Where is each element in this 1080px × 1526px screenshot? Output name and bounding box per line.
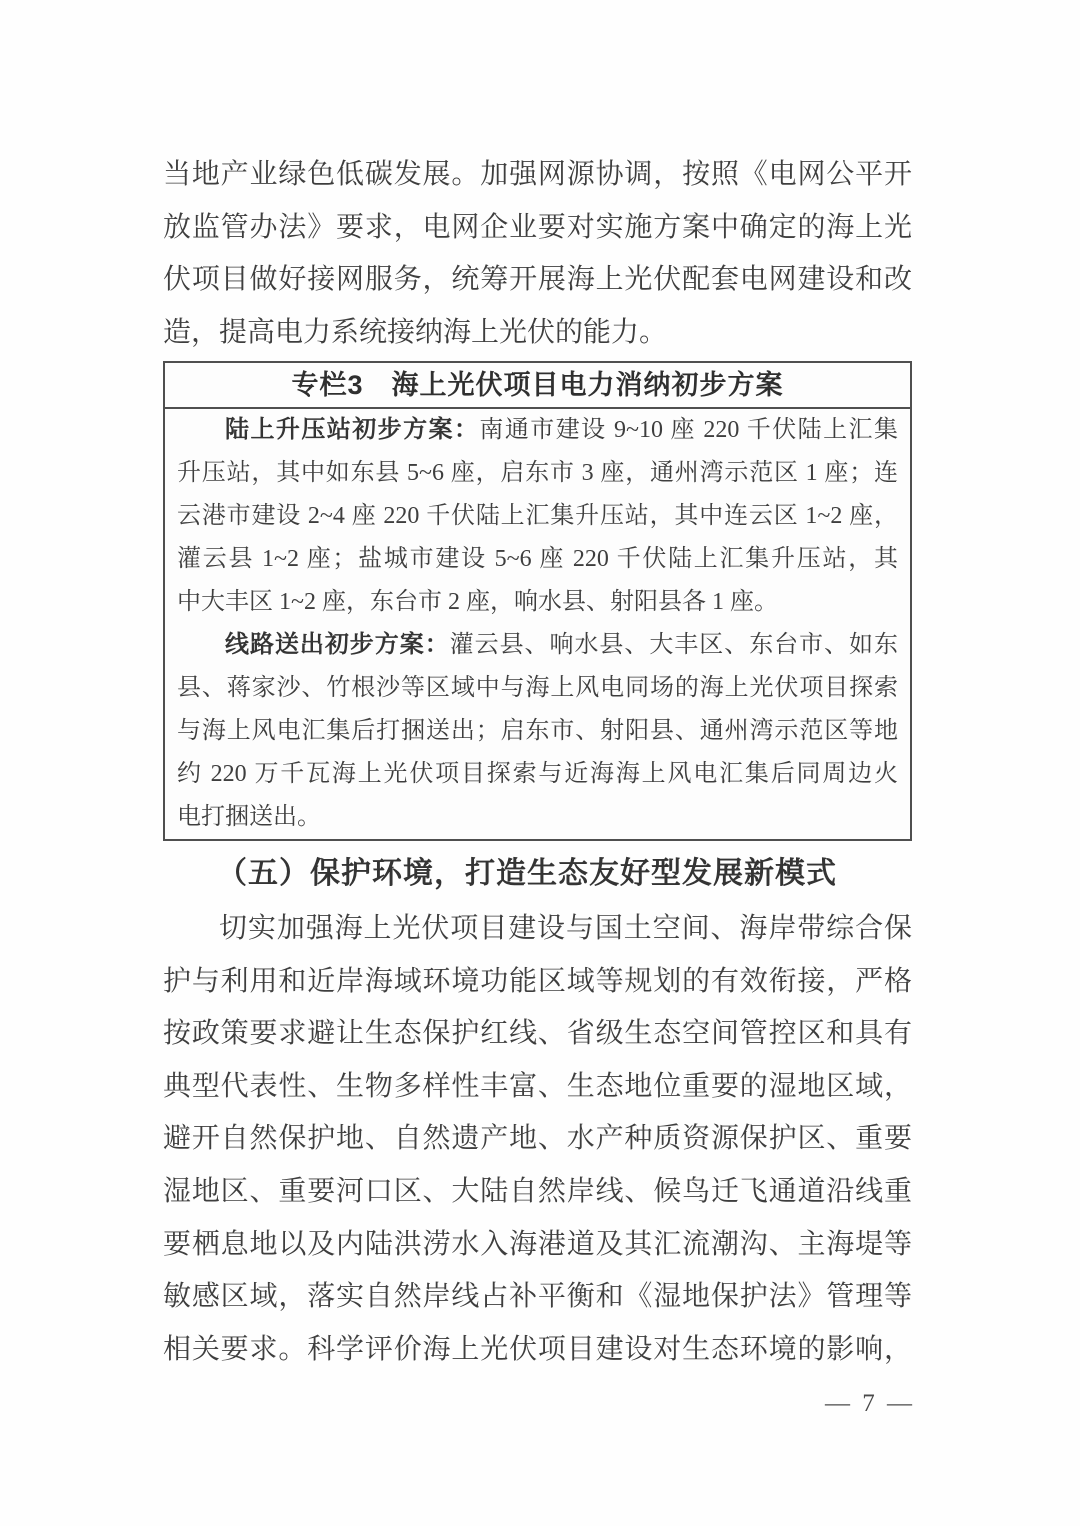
- text-line: 要栖息地以及内陆洪涝水入海港道及其汇流潮沟、主海堤等: [163, 1228, 912, 1260]
- text-line: 电打捆送出。: [177, 804, 321, 830]
- text-line: 云港市建设 2~4 座 220 千伏陆上汇集升压站，其中连云区 1~2 座，: [177, 503, 898, 529]
- text-line: 护与利用和近岸海域环境功能区域等规划的有效衔接，严格: [163, 965, 912, 997]
- text-line: 中大丰区 1~2 座，东台市 2 座，响水县、射阳县各 1 座。: [177, 589, 778, 615]
- bold-lead-label: 陆上升压站初步方案：: [225, 417, 480, 443]
- text-line: 湿地区、重要河口区、大陆自然岸线、候鸟迁飞通道沿线重: [163, 1175, 912, 1207]
- environment-paragraph: [163, 903, 912, 1376]
- text-line: 县、蒋家沙、竹根沙等区域中与海上风电同场的海上光伏项目探索: [177, 675, 898, 701]
- section-heading-5: （五）保护环境，打造生态友好型发展新模式: [217, 857, 837, 890]
- text-line: 与海上风电汇集后打捆送出；启东市、射阳县、通州湾示范区等地: [177, 718, 898, 744]
- text-line: 伏项目做好接网服务，统筹开展海上光伏配套电网建设和改: [163, 264, 912, 295]
- page-number: — 7 —: [825, 1390, 915, 1417]
- text-line: 切实加强海上光伏项目建设与国土空间、海岸带综合保: [219, 913, 912, 944]
- text-line: 相关要求。科学评价海上光伏项目建设对生态环境的影响，: [163, 1333, 912, 1365]
- callout-box-column3: [163, 361, 912, 841]
- text-line: 线路送出初步方案：灌云县、响水县、大丰区、东台市、如东: [225, 632, 899, 658]
- text-line: 灌云县 1~2 座；盐城市建设 5~6 座 220 千伏陆上汇集升压站，其: [177, 546, 898, 572]
- text-line: 放监管办法》要求，电网企业要对实施方案中确定的海上光: [163, 211, 912, 243]
- intro-paragraph: [163, 149, 912, 359]
- text-line: 按政策要求避让生态保护红线、省级生态空间管控区和具有: [163, 1018, 912, 1050]
- text-line: 约 220 万千瓦海上光伏项目探索与近海海上风电汇集后同周边火: [177, 761, 898, 787]
- text-line: 造，提高电力系统接纳海上光伏的能力。: [163, 316, 668, 348]
- bold-lead-label: 线路送出初步方案：: [225, 632, 450, 658]
- text-line: 敏感区域，落实自然岸线占补平衡和《湿地保护法》管理等: [163, 1281, 912, 1313]
- text-line: 升压站，其中如东县 5~6 座，启东市 3 座，通州湾示范区 1 座；连: [177, 460, 898, 486]
- text-line: 陆上升压站初步方案：南通市建设 9~10 座 220 千伏陆上汇集: [225, 417, 898, 443]
- callout-box-title: 专栏3 海上光伏项目电力消纳初步方案: [165, 363, 910, 409]
- text-line: 典型代表性、生物多样性丰富、生态地位重要的湿地区域，: [163, 1070, 912, 1102]
- text-line: 当地产业绿色低碳发展。加强网源协调，按照《电网公平开: [163, 159, 912, 190]
- text-line: 避开自然保护地、自然遗产地、水产种质资源保护区、重要: [163, 1123, 912, 1155]
- callout-box-body: [165, 409, 910, 839]
